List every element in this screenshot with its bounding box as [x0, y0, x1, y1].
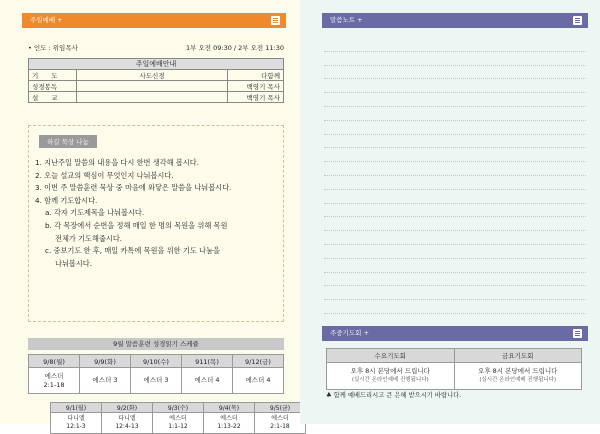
share-title: 하길 묵상 나눔 — [39, 135, 97, 148]
row-content — [77, 92, 228, 103]
reading-cell — [51, 413, 102, 434]
book: 에스더 — [169, 415, 187, 422]
prayer-cell — [327, 363, 455, 390]
day-header: 9/9(화) — [80, 355, 131, 368]
prayer-note: (실시간 온라인예배 진행됩니다) — [479, 377, 557, 383]
right-page — [300, 0, 600, 424]
prayer-title: 금요기도회 — [454, 349, 582, 363]
reading-schedule-title: 9월 말씀훈련 성경읽기 스케쥴 — [28, 338, 284, 350]
sermon-notes-header — [322, 13, 588, 28]
prayer-title: 수요기도회 — [327, 349, 455, 363]
row-label: 기 도 — [29, 70, 77, 81]
book: 다니엘 — [118, 415, 136, 422]
step-item: 4. 함께 기도합시다. — [35, 195, 98, 205]
day-header: 9/4(목) — [204, 403, 255, 413]
reading-cell — [29, 368, 80, 394]
prayer-time: 오후 8시 본당에서 드립니다 — [350, 367, 430, 375]
sermon-notes-header-label: 말씀노트 + — [330, 16, 363, 24]
chapter: 1:1-12 — [168, 423, 188, 430]
share-steps — [35, 157, 281, 270]
row-content — [77, 81, 228, 92]
worship-table-title: 주일예배안내 — [29, 59, 284, 70]
reading-cell: 에스더 4 — [182, 368, 233, 394]
reading-cell: 에스더 3 — [80, 368, 131, 394]
book: 에스더 — [44, 371, 64, 380]
row-label: 설 교 — [29, 92, 77, 103]
service-info — [28, 43, 284, 52]
document-icon[interactable] — [271, 16, 280, 25]
step-item: 1. 지난주일 말씀의 내용을 다시 한번 생각해 봅시다. — [35, 158, 199, 167]
day-header: 9/10(수) — [131, 355, 182, 368]
day-header: 911(목) — [182, 355, 233, 368]
footer-message: ♣ 함께 예배드리시고 큰 은혜 받으시기 바랍니다. — [326, 392, 462, 399]
reading-schedule-week1 — [50, 402, 306, 434]
prayer-note: (실시간 온라인예배 진행됩니다) — [351, 377, 429, 383]
day-header: 9/5(금) — [255, 403, 306, 413]
row-content: 사도신경 — [77, 70, 228, 81]
document-icon[interactable] — [573, 329, 582, 338]
step-sub-item: b. 각 목장에서 순번을 정해 매일 한 명의 목원을 위해 목원 — [45, 220, 228, 230]
chapter: 1:13-22 — [217, 423, 241, 430]
step-sub-item: c. 중보기도 한 후, 매일 카톡에 목원을 위한 기도 나눔을 — [45, 246, 220, 256]
step-item: 2. 오늘 설교의 핵심이 무엇인지 나눠봅시다. — [35, 170, 174, 180]
step-sub-item: a. 각자 기도제목을 나눠봅시다. — [45, 208, 145, 218]
row-person: 백영기 목사 — [228, 81, 284, 92]
day-header: 9/1(월) — [51, 403, 102, 413]
weekday-prayer-header — [322, 326, 588, 341]
day-header: 9/8(월) — [29, 355, 80, 368]
chapter: 2:1-18 — [270, 423, 290, 430]
step-sub-item: 나눠봅시다. — [55, 258, 93, 268]
weekday-prayer-header-label: 주중기도회 + — [330, 329, 369, 337]
prayer-time: 오후 8시 본당에서 드립니다 — [478, 367, 558, 375]
reading-cell — [102, 413, 153, 434]
book: 에스더 — [271, 415, 289, 422]
preacher: • 인도 : 위임목사 — [28, 44, 78, 52]
prayer-cell — [454, 363, 582, 390]
reading-cell — [255, 413, 306, 434]
worship-row — [29, 81, 284, 92]
worship-row — [29, 92, 284, 103]
step-item: 3. 이번 주 말씀훈련 묵상 중 마음에 와닿은 말씀을 나눠봅시다. — [35, 183, 232, 193]
service-times: 1부 오전 09:30 / 2부 오전 11:30 — [186, 44, 284, 52]
reading-cell — [153, 413, 204, 434]
reading-cell: 에스더 3 — [131, 368, 182, 394]
worship-row — [29, 70, 284, 81]
chapter: 2:1-18 — [43, 380, 65, 389]
day-header: 9/2(화) — [102, 403, 153, 413]
prayer-meeting-table — [326, 348, 582, 390]
sunday-worship-header — [22, 13, 286, 28]
worship-table — [28, 58, 284, 103]
left-page — [0, 0, 300, 430]
row-person: 백영기 목사 — [228, 92, 284, 103]
reading-schedule-week2 — [28, 354, 284, 394]
row-label: 성경봉독 — [29, 81, 77, 92]
book: 에스더 — [220, 415, 238, 422]
day-header: 9/3(수) — [153, 403, 204, 413]
book: 다니엘 — [67, 415, 85, 422]
sunday-worship-header-label: 주일예배 + — [30, 16, 63, 24]
reading-cell — [204, 413, 255, 434]
note-lines[interactable] — [324, 38, 586, 314]
step-sub-item: 전체가 기도해줍시다. — [55, 233, 123, 243]
chapter: 12:4-13 — [115, 423, 139, 430]
document-icon[interactable] — [573, 16, 582, 25]
chapter: 12:1-3 — [66, 423, 86, 430]
reading-cell: 에스더 4 — [233, 368, 284, 394]
row-person: 다함께 — [228, 70, 284, 81]
day-header: 9/12(금) — [233, 355, 284, 368]
